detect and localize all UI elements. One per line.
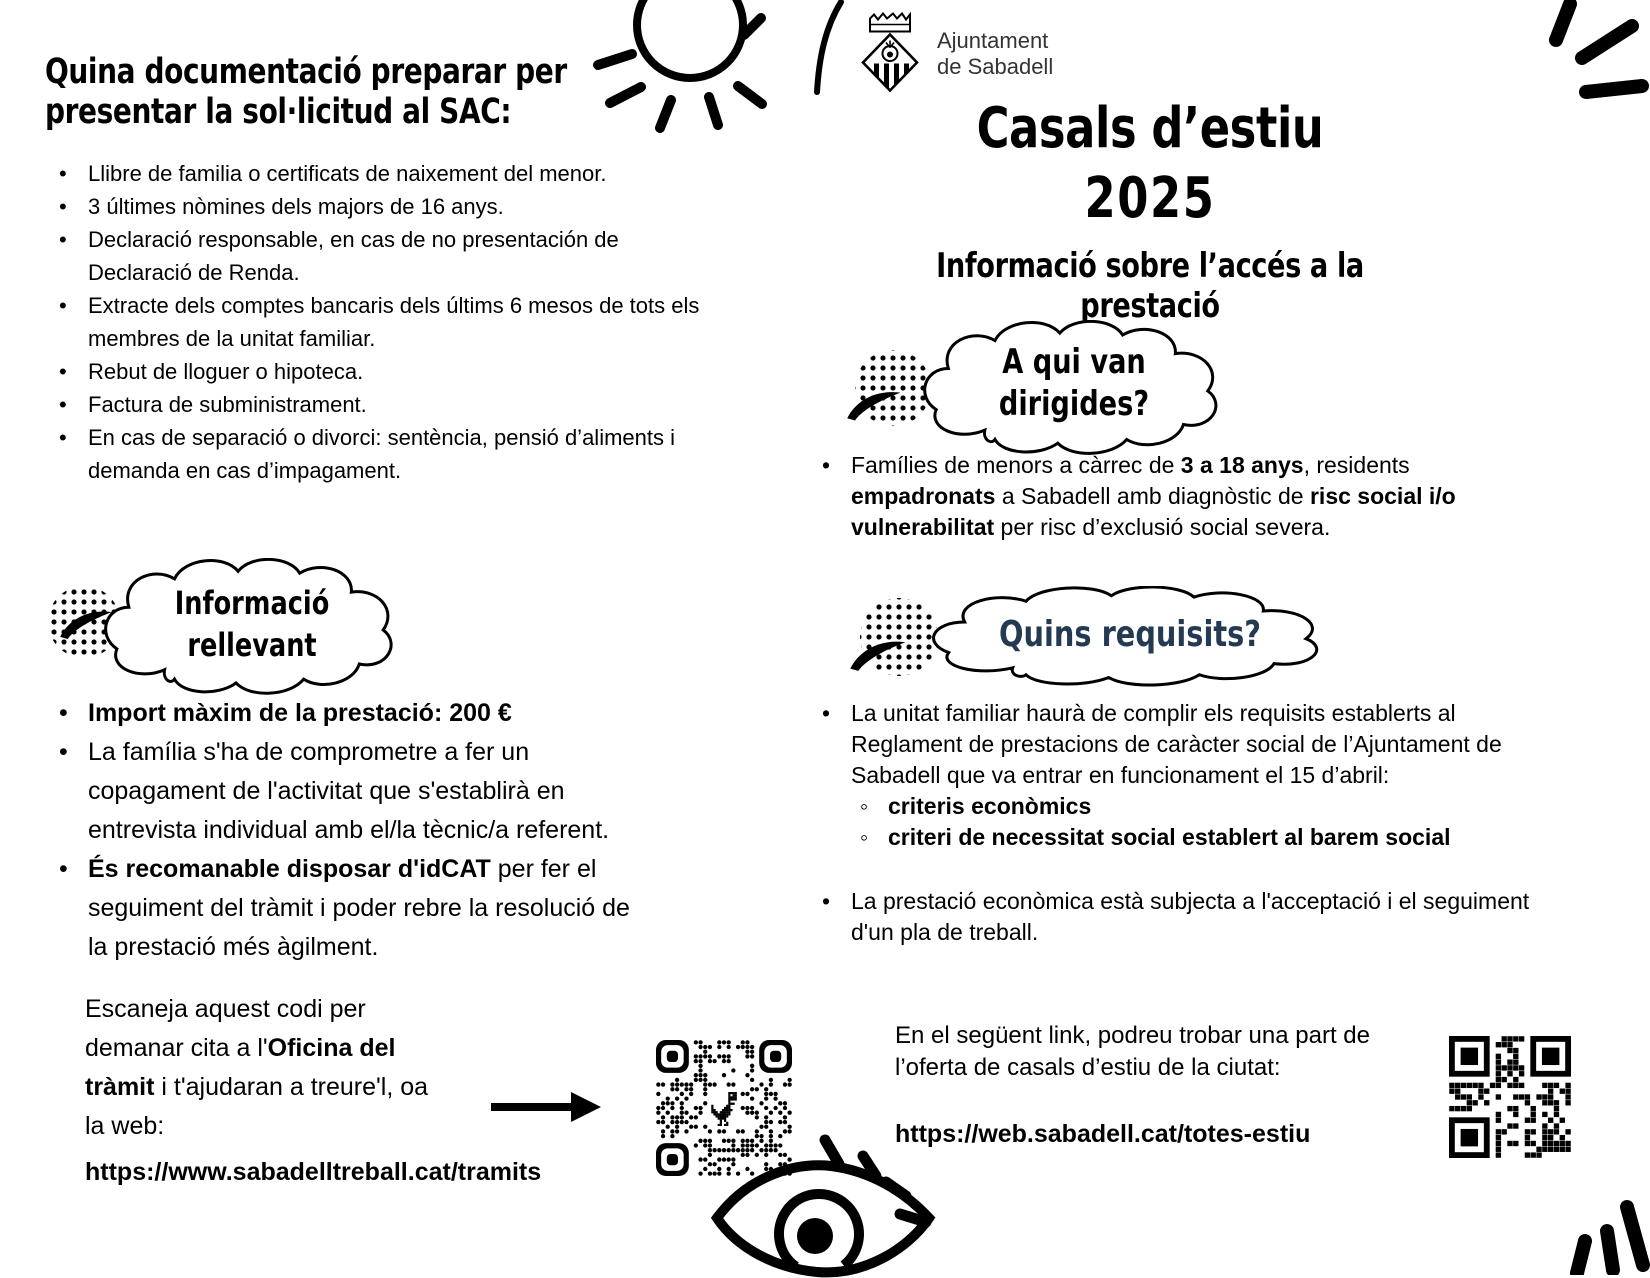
coat-of-arms-icon (855, 10, 925, 96)
sun-doodle-icon (578, 0, 796, 148)
tramits-url[interactable]: https://www.sabadelltreball.cat/tramits (85, 1158, 542, 1186)
logo-line1: Ajuntament (937, 28, 1049, 53)
scan-instructions: Escaneja aquest codi per demanar cita a l'Oficina del tràmit i t'ajudaran a treure'l, oa la web: (85, 995, 429, 1140)
list-item: • És recomanable disposar d'idCAT per fer el seguiment del tràmit i poder rebre la resolució de la prestació més àgilment. (55, 850, 655, 967)
info-cloud-line1: Informació (174, 584, 330, 622)
swoosh-icon (848, 636, 910, 676)
list-item: • La unitat familiar haurà de complir els requisits establerts al Reglament de prestacions de caràcter social de l’Ajuntament de Sabadell que va entrar en funcionament el 15 d’abril: (818, 698, 1542, 791)
link-intro-text: En el següent link, podreu trobar una part de l’oferta de casals d’estiu de la ciutat: (895, 1022, 1370, 1081)
list-item: • Famílies de menors a càrrec de 3 a 18 anys, residents empadronats a Sabadell amb diagnòstic de risc social i/o vulnerabilitat per risc d’exclusió social severa. (818, 450, 1542, 543)
page-year: 2025 (1084, 166, 1216, 231)
left-heading: Quina documentació preparar per presentar la sol·licitud al SAC: (45, 52, 567, 132)
list-item: • Extracte dels comptes bancaris dels últims 6 mesos de tots els membres de la unitat familiar. (55, 289, 703, 355)
corner-strokes-icon (1540, 0, 1650, 100)
page-title: Casals d’estiu (976, 96, 1324, 161)
arrow-icon (487, 1086, 605, 1128)
dirigides-line1: A qui van (1002, 342, 1146, 382)
requisits-label: Quins requisits? (999, 614, 1261, 655)
info-cloud-line2: rellevant (187, 626, 317, 664)
qr-modules (1449, 1036, 1571, 1158)
logo-line2: de Sabadell (937, 54, 1054, 79)
logo-text (937, 10, 1053, 80)
page-subtitle: Informació sobre l’accés a la prestació (936, 246, 1364, 326)
info-cloud (103, 558, 401, 700)
list-item: • Declaració responsable, en cas de no presentación de Declaració de Renda. (55, 223, 703, 289)
relevant-info-list (55, 694, 655, 967)
list-item: • En cas de separació o divorci: sentència, pensió d’aliments i demanda en cas d’impagament. (55, 421, 703, 487)
list-item: ◦ criteri de necessitat social establert al barem social (858, 822, 1582, 853)
list-item: ◦ criteris econòmics (858, 791, 1582, 822)
list-item: • Llibre de familia o certificats de naixement del menor. (55, 157, 703, 190)
qr-code-oferta (1449, 1036, 1571, 1158)
swoosh-icon (845, 386, 905, 426)
requisits-cloud (930, 586, 1330, 690)
corner-strokes-icon (1555, 1185, 1650, 1275)
list-item: • La família s'ha de comprometre a fer un copagament de l'activitat que s'establirà en entrevista individual amb el/la tècnic/a referent. (55, 733, 655, 850)
list-item: • Factura de subministrament. (55, 388, 703, 421)
oferta-url[interactable]: https://web.sabadell.cat/totes-estiu (895, 1120, 1311, 1148)
list-item: • Rebut de lloguer o hipoteca. (55, 355, 703, 388)
list-item: • 3 últimes nòmines dels majors de 16 anys. (55, 190, 703, 223)
sketch-stroke-icon (813, 0, 847, 96)
ajuntament-logo (855, 10, 1053, 96)
requisits-block (818, 698, 1582, 948)
list-item: • Import màxim de la prestació: 200 € (55, 694, 655, 733)
list-item: • La prestació econòmica està subjecta a l'acceptació i el seguiment d'un pla de treball. (818, 886, 1542, 948)
dirigides-line2: dirigides? (998, 384, 1150, 424)
documentation-list (55, 157, 703, 487)
dirigides-list (818, 450, 1542, 543)
dirigides-cloud (922, 320, 1226, 460)
